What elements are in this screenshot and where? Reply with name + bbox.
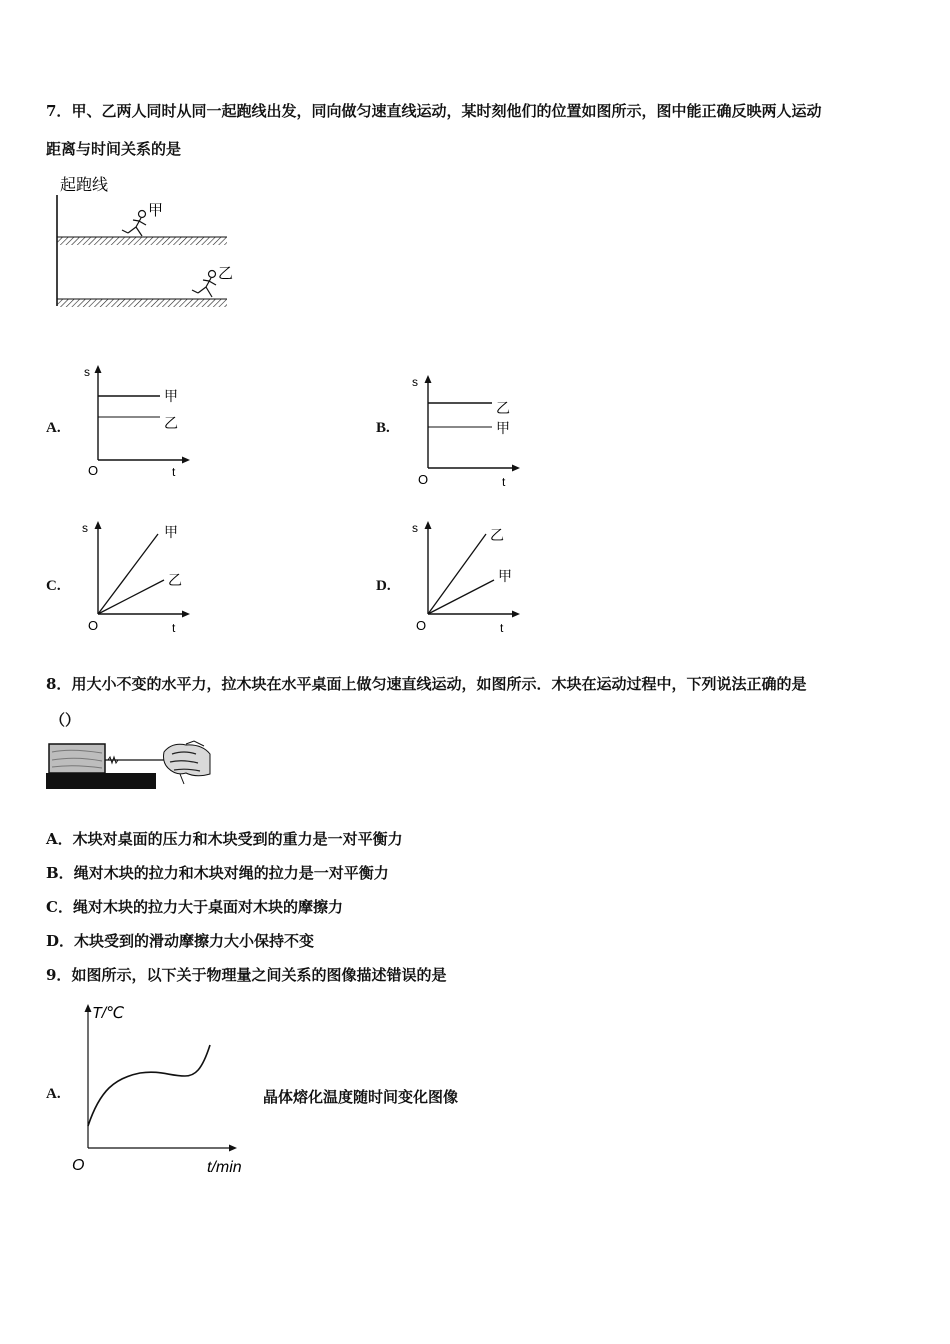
q8-blank: （）: [50, 711, 81, 729]
q7-text-2: 距离与时间关系的是: [46, 140, 182, 158]
melting-curve: [88, 1045, 210, 1126]
q8-answer-b[interactable]: [46, 862, 389, 884]
q7-text-1: 甲、乙两人同时从同一起跑线出发，同向做匀速直线运动，某时刻他们的位置如图所示，图中能正确反映两人运动: [71, 102, 822, 120]
q8-number: 8．: [46, 675, 72, 693]
origin-label: O: [72, 1157, 85, 1174]
q9-text-1: 如图所示，以下关于物理量之间关系的图像描述错误的是: [71, 966, 447, 984]
q9-line1: [46, 964, 446, 986]
x-axis-arrow: [512, 611, 520, 618]
q7-option-a-graph[interactable]: [80, 362, 200, 482]
answer-text: 绳对木块的拉力大于桌面对木块的摩擦力: [72, 898, 343, 916]
lane-ground-lower: [57, 299, 227, 307]
x-axis-arrow: [182, 611, 190, 618]
q7-option-d-graph[interactable]: [410, 518, 530, 638]
q8-answer-a[interactable]: [46, 828, 403, 850]
answer-letter: C．: [46, 898, 73, 916]
t-axis-label: t: [172, 621, 176, 635]
line-jia-label: 甲: [498, 568, 512, 584]
q7-track-figure: [50, 170, 250, 315]
runner-b-label: 乙: [218, 265, 234, 282]
answer-letter: A．: [46, 830, 73, 848]
q7-option-c-graph[interactable]: [80, 518, 200, 638]
origin-label: O: [88, 463, 99, 478]
origin-label: O: [416, 618, 427, 633]
answer-text: 绳对木块的拉力和木块对绳的拉力是一对平衡力: [73, 864, 389, 882]
y-axis-arrow: [425, 375, 432, 383]
q8-line1: [46, 673, 806, 695]
y-axis-arrow: [95, 521, 102, 529]
q9-option-a-letter[interactable]: A.: [46, 1086, 61, 1102]
s-axis-label: s: [82, 521, 88, 535]
q8-line2: [50, 709, 80, 731]
answer-text: 木块受到的滑动摩擦力大小保持不变: [74, 932, 315, 950]
answer-letter: B．: [46, 864, 74, 882]
q7-line2: [46, 138, 181, 160]
line-yi: [98, 580, 164, 614]
q7-option-a-letter[interactable]: A.: [46, 420, 61, 436]
line-yi: [428, 534, 486, 614]
line-yi-label: 乙: [490, 527, 504, 543]
s-axis-label: s: [84, 365, 90, 379]
line-yi-label: 乙: [164, 415, 178, 431]
q7-option-b-graph[interactable]: [410, 372, 530, 492]
x-axis-label: t/min: [207, 1159, 242, 1176]
x-axis-arrow: [229, 1145, 237, 1152]
x-axis-arrow: [512, 465, 520, 472]
q9-option-a-graph[interactable]: [70, 1000, 270, 1180]
runner-icon-b: [192, 271, 216, 298]
q7-line1: [46, 100, 821, 122]
start-line-label: 起跑线: [60, 177, 109, 194]
y-axis-arrow: [85, 1004, 92, 1012]
q7-number: 7．: [46, 102, 72, 120]
q8-text-1: 用大小不变的水平力，拉木块在水平桌面上做匀速直线运动，如图所示．木块在运动过程中，下列说法正确的是: [71, 675, 807, 693]
q9-number: 9．: [46, 966, 72, 984]
line-yi-label: 乙: [168, 572, 182, 588]
table-surface: [46, 773, 156, 789]
answer-text: 木块对桌面的压力和木块受到的重力是一对平衡力: [72, 830, 403, 848]
origin-label: O: [418, 472, 429, 487]
q9-option-a-caption: 晶体熔化温度随时间变化图像: [263, 1088, 459, 1106]
y-axis-arrow: [95, 365, 102, 373]
hand-icon: [164, 741, 211, 784]
q8-block-figure: [46, 740, 216, 792]
y-axis-label: T/℃: [92, 1005, 125, 1022]
q8-answer-c[interactable]: [46, 896, 343, 918]
q7-option-d-letter[interactable]: D.: [376, 578, 391, 594]
line-jia-label: 甲: [164, 388, 178, 404]
line-jia: [428, 580, 494, 614]
line-jia-label: 甲: [164, 524, 178, 540]
y-axis-arrow: [425, 521, 432, 529]
x-axis-arrow: [182, 457, 190, 464]
q7-option-c-letter[interactable]: C.: [46, 578, 61, 594]
q7-option-b-letter[interactable]: B.: [376, 420, 390, 436]
s-axis-label: s: [412, 375, 418, 389]
line-jia: [98, 534, 158, 614]
runner-icon-a: [122, 211, 146, 237]
t-axis-label: t: [172, 465, 176, 479]
origin-label: O: [88, 618, 99, 633]
line-jia-label: 甲: [496, 420, 510, 436]
t-axis-label: t: [502, 475, 506, 489]
line-yi-label: 乙: [496, 400, 510, 416]
runner-a-label: 甲: [148, 202, 164, 219]
answer-letter: D．: [46, 932, 75, 950]
t-axis-label: t: [500, 621, 504, 635]
lane-divider-upper: [57, 237, 227, 245]
q8-answer-d[interactable]: [46, 930, 314, 952]
s-axis-label: s: [412, 521, 418, 535]
